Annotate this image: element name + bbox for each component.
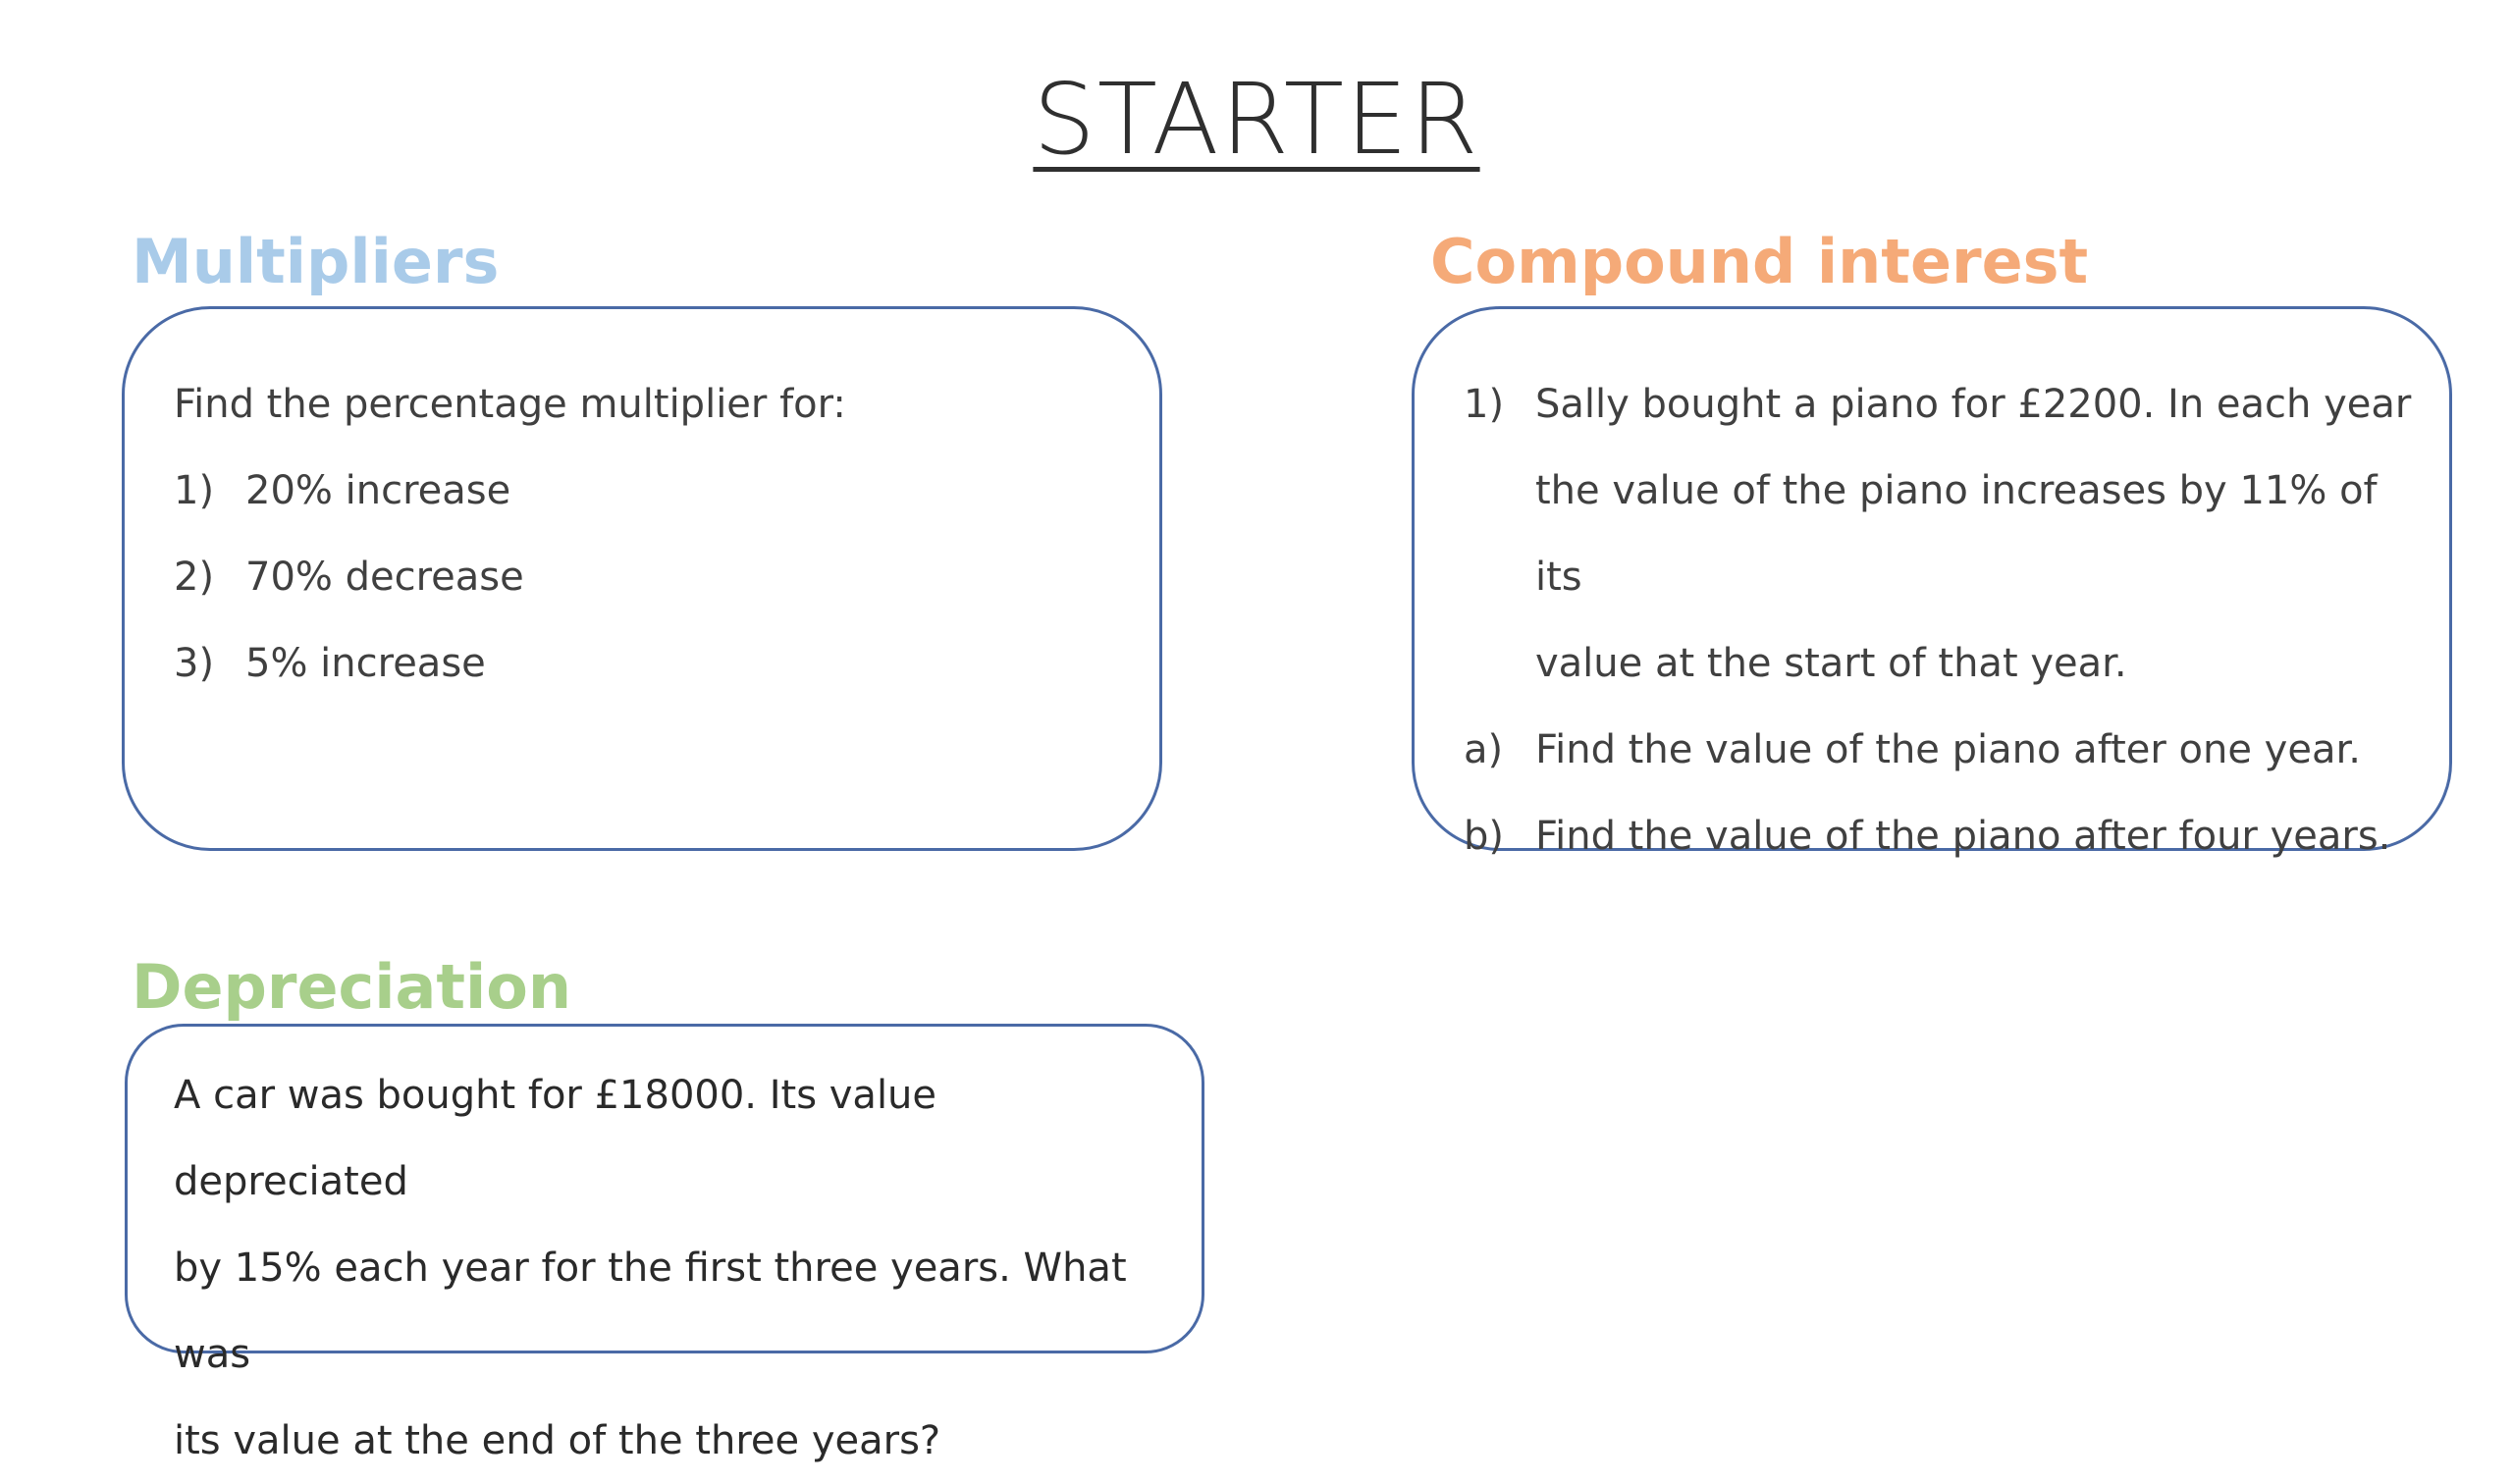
item-number: 1) <box>174 468 215 513</box>
question-line-2: the value of the piano increases by 11% of its <box>1535 468 2378 600</box>
item-text: 5% increase <box>245 641 486 686</box>
multiplier-item-2 <box>174 534 1120 620</box>
question-line-3: value at the start of that year. <box>1535 641 2127 686</box>
slide-title-text: STARTER <box>1033 62 1480 177</box>
multiplier-item-1 <box>174 448 1120 534</box>
compound-interest-box <box>1412 306 2452 859</box>
depreciation-box <box>125 1024 1204 1463</box>
depreciation-heading: Depreciation <box>132 951 571 1023</box>
item-number: 2) <box>174 555 215 600</box>
multipliers-heading: Multipliers <box>132 226 500 297</box>
compound-question <box>1464 361 2420 707</box>
depreciation-line-1: A car was bought for £18000. Its value depreciated <box>174 1073 937 1204</box>
compound-interest-content <box>1464 361 2420 879</box>
item-number: 3) <box>174 641 215 686</box>
question-line-1: Sally bought a piano for £2200. In each year <box>1535 382 2412 427</box>
depreciation-content <box>174 1052 1182 1484</box>
compound-interest-heading: Compound interest <box>1430 226 2089 297</box>
multipliers-content <box>174 361 1120 707</box>
question-number: 1) <box>1464 382 1505 427</box>
multipliers-box <box>122 306 1162 851</box>
multipliers-intro: Find the percentage multiplier for: <box>174 382 846 427</box>
slide-title <box>0 62 2513 177</box>
part-number: a) <box>1464 727 1504 772</box>
part-number: b) <box>1464 814 1504 859</box>
depreciation-line-3: its value at the end of the three years? <box>174 1418 941 1463</box>
item-text: 70% decrease <box>245 555 524 600</box>
compound-part-b <box>1464 793 2420 879</box>
part-text: Find the value of the piano after four years. <box>1535 814 2391 859</box>
part-text: Find the value of the piano after one year. <box>1535 727 2361 772</box>
compound-part-a <box>1464 707 2420 793</box>
item-text: 20% increase <box>245 468 511 513</box>
depreciation-line-2: by 15% each year for the first three years. What was <box>174 1246 1127 1377</box>
multiplier-item-3 <box>174 620 1120 707</box>
